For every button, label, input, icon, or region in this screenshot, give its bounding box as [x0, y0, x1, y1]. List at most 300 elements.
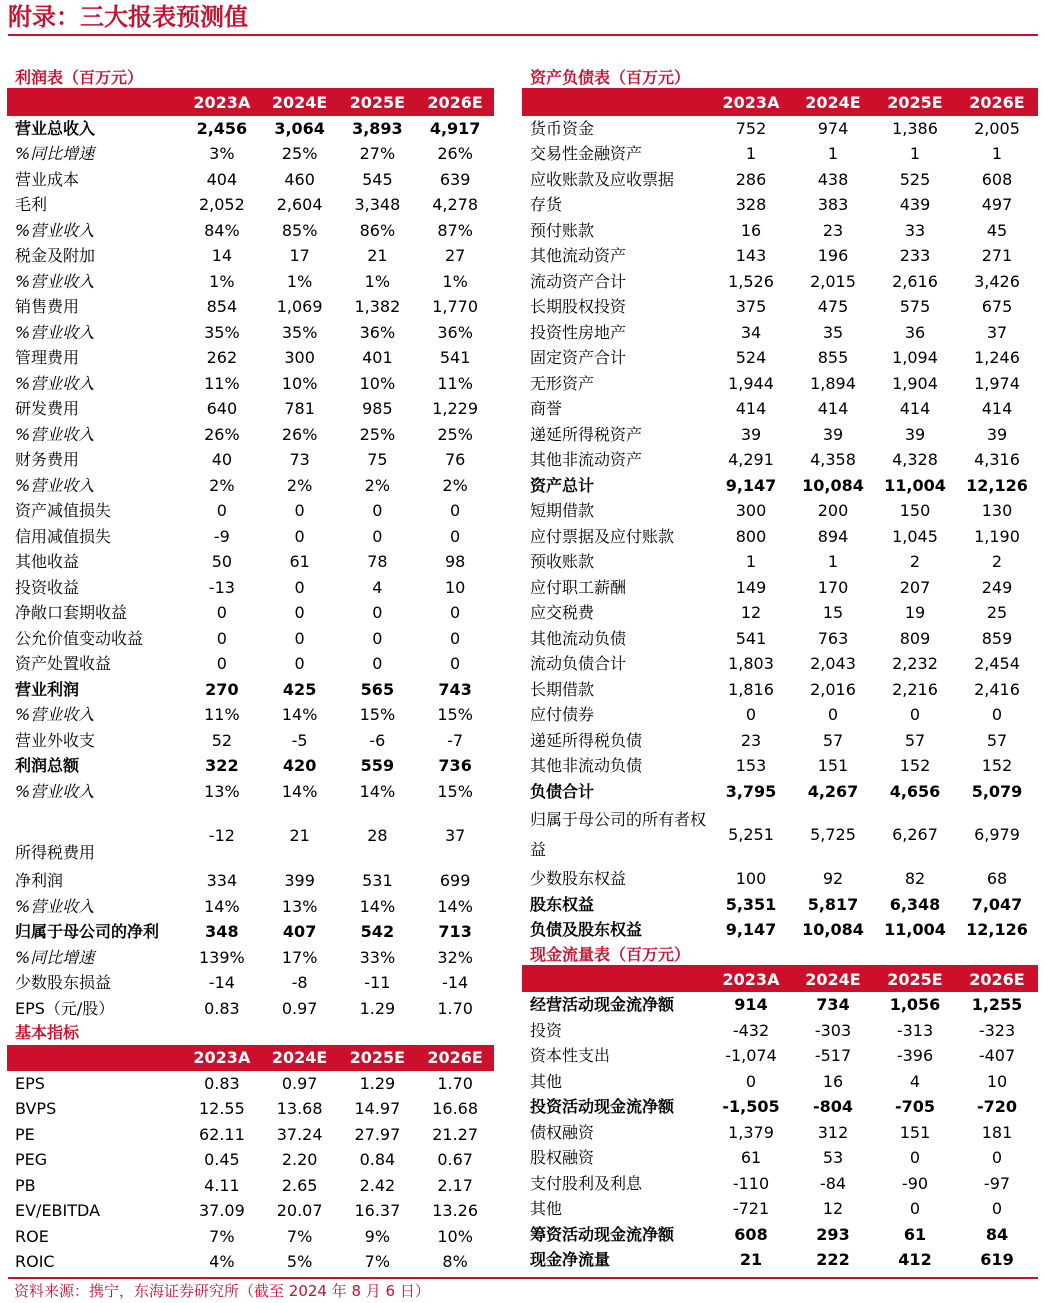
- cell-value: 5,817: [807, 894, 859, 914]
- cell-value: 45: [986, 220, 1008, 240]
- row-label: 净利润: [15, 871, 64, 890]
- table-row: [7, 498, 494, 524]
- cell-value: 1,974: [974, 373, 1020, 393]
- cashflow-statement-title: 现金流量表（百万元）: [522, 943, 1038, 967]
- cell-value: 2.65: [281, 1175, 318, 1195]
- row-label: 流动资产合计: [530, 271, 627, 291]
- table-row: [7, 945, 494, 971]
- row-label: 研发费用: [15, 399, 80, 418]
- cell-value: 151: [817, 756, 849, 775]
- year-header: 2024E: [261, 90, 339, 116]
- table-row: [7, 218, 494, 244]
- table-row: [7, 141, 494, 167]
- cell-value: 39: [904, 424, 926, 444]
- cell-value: 763: [817, 628, 849, 648]
- cell-value: 407: [282, 922, 317, 941]
- row-label: 营业总收入: [15, 118, 96, 138]
- cell-value: -1,074: [725, 1046, 777, 1065]
- cell-value: 0: [745, 705, 757, 724]
- cell-value: 33%: [359, 947, 396, 967]
- cell-value: 974: [817, 118, 849, 138]
- cell-value: 0: [294, 628, 305, 648]
- cell-value: 15%: [437, 781, 473, 801]
- table-row: [7, 1198, 494, 1224]
- cell-value: 10,084: [802, 920, 864, 939]
- cell-value: 8%: [442, 1252, 468, 1271]
- table-row: [7, 422, 494, 448]
- row-label: 投资: [530, 1020, 563, 1040]
- cell-value: 293: [816, 1224, 850, 1244]
- cell-value: 57: [986, 730, 1008, 750]
- year-header: 2023A: [710, 967, 792, 993]
- cell-value: 414: [817, 399, 849, 418]
- cell-value: 414: [899, 399, 931, 418]
- cell-value: 78: [367, 552, 388, 571]
- cell-value: 5,725: [810, 825, 856, 844]
- row-label: 支付股利及利息: [530, 1173, 643, 1193]
- table-row: [7, 549, 494, 575]
- year-header: 2026E: [416, 90, 494, 116]
- table-row: [522, 243, 1038, 269]
- row-label: 应付债券: [530, 705, 595, 724]
- cell-value: 14%: [281, 781, 318, 801]
- cell-value: 1,246: [974, 348, 1020, 367]
- row-label: 其他: [530, 1071, 563, 1091]
- header-blank: [522, 967, 710, 993]
- cell-value: 35%: [281, 322, 318, 342]
- row-label: 筹资活动现金流净额: [530, 1224, 675, 1244]
- cell-value: 196: [817, 246, 849, 265]
- table-row: [7, 702, 494, 728]
- cell-value: 743: [438, 679, 472, 699]
- cell-value: 4,358: [810, 450, 856, 469]
- cell-value: 68: [986, 869, 1008, 888]
- cell-value: 0.67: [437, 1150, 473, 1169]
- row-label: 毛利: [15, 195, 48, 214]
- table-row: [7, 396, 494, 422]
- cell-value: 524: [735, 348, 767, 367]
- row-label: 应付职工薪酬: [530, 577, 627, 597]
- cell-value: 36%: [359, 322, 396, 342]
- header-blank: [522, 90, 710, 116]
- cell-value: 61: [740, 1148, 762, 1167]
- cell-value: 17: [289, 246, 310, 265]
- cell-value: 545: [362, 169, 393, 189]
- cell-value: 13%: [281, 896, 318, 916]
- cell-value: 2,015: [810, 271, 856, 291]
- cell-value: -6: [369, 730, 386, 750]
- table-row: [7, 473, 494, 499]
- cell-value: 84%: [204, 220, 240, 240]
- cell-value: 497: [981, 195, 1013, 214]
- cell-value: 4,316: [974, 450, 1020, 469]
- row-label: 长期借款: [530, 679, 595, 699]
- cell-value: 286: [735, 169, 767, 189]
- cell-value: 61: [289, 552, 310, 571]
- row-label: 负债合计: [530, 781, 595, 801]
- cashflow-statement-table: [522, 967, 1038, 1273]
- cell-value: 0: [450, 654, 461, 673]
- cell-value: 36%: [437, 322, 473, 342]
- table-row: [522, 1069, 1038, 1095]
- row-label: 应收账款及应收票据: [530, 169, 675, 189]
- cell-value: 399: [284, 871, 315, 890]
- row-label: 归属于母公司的净利: [15, 922, 160, 941]
- year-header: 2024E: [792, 90, 874, 116]
- cell-value: 0.97: [281, 1073, 318, 1093]
- cell-value: 37: [444, 826, 466, 845]
- cell-value: 0: [991, 705, 1003, 724]
- cell-value: 2,456: [196, 118, 248, 138]
- cell-value: 541: [439, 348, 471, 367]
- cell-value: 1,382: [354, 297, 401, 316]
- cell-value: 525: [899, 169, 931, 189]
- cell-value: 98: [444, 552, 466, 571]
- header-row: [7, 1045, 494, 1071]
- cell-value: 6,348: [889, 894, 941, 914]
- cell-value: 3,348: [354, 195, 401, 214]
- cell-value: 1.70: [437, 1073, 473, 1093]
- cell-value: 27: [444, 246, 466, 265]
- cell-value: 6,267: [892, 825, 938, 844]
- table-row: [7, 371, 494, 397]
- row-label: 少数股东权益: [530, 869, 627, 888]
- cell-value: 181: [981, 1122, 1013, 1142]
- cell-value: 608: [981, 169, 1013, 189]
- cell-value: 0: [909, 1148, 921, 1167]
- table-row: [7, 728, 494, 754]
- cell-value: 414: [981, 399, 1013, 418]
- cell-value: 37.24: [276, 1124, 323, 1144]
- basic-indicators-table: [7, 1045, 494, 1275]
- cell-value: 262: [206, 348, 238, 367]
- table-row: [522, 728, 1038, 754]
- cell-value: 0: [372, 654, 383, 673]
- cell-value: 809: [899, 628, 931, 648]
- cell-value: 10,084: [802, 475, 864, 495]
- table-row: [522, 294, 1038, 320]
- row-label: 预收账款: [530, 552, 595, 571]
- cell-value: -5: [291, 730, 308, 750]
- cell-value: 13%: [204, 781, 240, 801]
- cell-value: 40: [211, 450, 233, 469]
- row-label: BVPS: [15, 1099, 57, 1118]
- cell-value: 20.07: [276, 1201, 323, 1220]
- cell-value: 222: [816, 1250, 850, 1269]
- row-label: 资产处置收益: [15, 654, 112, 673]
- table-row: [522, 1018, 1038, 1044]
- cell-value: 439: [899, 195, 931, 214]
- cell-value: 9,147: [725, 475, 777, 495]
- cell-value: 92: [822, 869, 844, 888]
- cell-value: 1.70: [437, 998, 473, 1018]
- cell-value: 312: [817, 1122, 849, 1142]
- cell-value: 39: [986, 424, 1008, 444]
- table-row: [7, 753, 494, 779]
- basic-indicators-title: 基本指标: [15, 1023, 80, 1042]
- cell-value: 13.68: [276, 1099, 323, 1118]
- cell-value: 1,386: [892, 118, 938, 138]
- cell-value: 328: [735, 195, 767, 214]
- row-label: 投资性房地产: [530, 322, 627, 342]
- cell-value: 4,328: [892, 450, 938, 469]
- cell-value: 14%: [281, 705, 318, 724]
- cell-value: 249: [981, 577, 1013, 597]
- cell-value: 12.55: [198, 1099, 245, 1118]
- table-row: [522, 651, 1038, 677]
- cell-value: 9%: [364, 1226, 391, 1246]
- income-statement-table: [7, 90, 494, 1021]
- cell-value: 0: [294, 577, 305, 597]
- table-row: [522, 396, 1038, 422]
- cell-value: 2,005: [974, 118, 1020, 138]
- row-label: 流动负债合计: [530, 654, 627, 673]
- balance-sheet-title: 资产负债表（百万元）: [522, 66, 1038, 90]
- row-label: 货币资金: [530, 118, 595, 138]
- cell-value: 27%: [359, 144, 396, 163]
- cell-value: 800: [735, 526, 767, 546]
- table-row: [522, 371, 1038, 397]
- cell-value: 73: [289, 450, 310, 469]
- cell-value: 1,229: [432, 399, 479, 418]
- cell-value: 3,064: [274, 118, 325, 138]
- table-row: [7, 345, 494, 371]
- table-row: [522, 702, 1038, 728]
- cell-value: 713: [438, 922, 472, 941]
- cell-value: 300: [284, 348, 315, 367]
- table-row: [522, 804, 1038, 866]
- balance-sheet-table: [522, 90, 1038, 943]
- cell-value: 139%: [199, 947, 245, 967]
- row-label: 股权融资: [530, 1148, 595, 1167]
- cell-value: 16.68: [432, 1099, 479, 1118]
- row-label: 利润总额: [15, 756, 80, 775]
- row-label: 递延所得税资产: [530, 424, 643, 444]
- table-row: [522, 1094, 1038, 1120]
- cell-value: 35: [822, 322, 844, 342]
- cell-value: 5,251: [728, 825, 774, 844]
- cell-value: 1,190: [974, 526, 1020, 546]
- year-header: 2025E: [874, 90, 956, 116]
- table-row: [522, 167, 1038, 193]
- table-row: [7, 192, 494, 218]
- row-label: 资本性支出: [530, 1046, 611, 1065]
- cell-value: 3,426: [974, 271, 1020, 291]
- table-row: [7, 320, 494, 346]
- table-row: [522, 892, 1038, 918]
- source-note: 资料来源：携宁，东海证券研究所（截至 2024 年 8 月 6 日）: [8, 1277, 1038, 1301]
- cell-value: 12: [740, 603, 762, 622]
- table-row: [7, 970, 494, 996]
- cell-value: 7%: [364, 1252, 391, 1271]
- cell-value: 0: [294, 501, 305, 520]
- cell-value: 26%: [281, 424, 318, 444]
- table-row: [522, 1120, 1038, 1146]
- row-label: %营业收入: [15, 781, 95, 801]
- cell-value: 1,069: [276, 297, 323, 316]
- cell-value: 11%: [204, 373, 240, 393]
- cell-value: 334: [206, 871, 238, 890]
- cell-value: 541: [735, 628, 767, 648]
- row-label: 公允价值变动收益: [15, 628, 144, 648]
- row-label: 营业成本: [15, 169, 80, 189]
- page-title: 附录：三大报表预测值: [8, 0, 1038, 36]
- row-label: 应交税费: [530, 603, 595, 622]
- row-label: %同比增速: [15, 947, 95, 967]
- table-row: [522, 1043, 1038, 1069]
- cell-value: 10%: [437, 1226, 473, 1246]
- cell-value: 53: [822, 1148, 844, 1167]
- table-row: [522, 345, 1038, 371]
- cell-value: 1: [909, 144, 921, 163]
- cell-value: 26%: [204, 424, 240, 444]
- cell-value: 11,004: [884, 920, 946, 939]
- cell-value: 26%: [437, 144, 473, 163]
- table-row: [522, 1196, 1038, 1222]
- cell-value: 0: [372, 628, 383, 648]
- row-label: 固定资产合计: [530, 348, 627, 367]
- cell-value: 36: [904, 322, 926, 342]
- table-row: [7, 116, 494, 142]
- cell-value: 639: [439, 169, 471, 189]
- cell-value: 9,147: [725, 920, 777, 939]
- cell-value: 16.37: [354, 1201, 401, 1220]
- cell-value: 21: [289, 826, 310, 845]
- cell-value: -97: [983, 1173, 1011, 1193]
- cell-value: 27.97: [354, 1124, 401, 1144]
- cell-value: 25%: [359, 424, 396, 444]
- cell-value: 87%: [437, 220, 473, 240]
- cell-value: 675: [981, 297, 1013, 316]
- table-row: [522, 779, 1038, 805]
- cell-value: -7: [447, 730, 464, 750]
- row-label: 短期借款: [530, 501, 595, 520]
- row-label: PB: [15, 1175, 36, 1195]
- right-panel: [522, 66, 1038, 1273]
- row-label: 资产减值损失: [15, 501, 112, 520]
- table-row: [522, 1145, 1038, 1171]
- cell-value: 10%: [359, 373, 396, 393]
- row-label: EPS（元/股）: [15, 998, 115, 1018]
- cell-value: 7,047: [971, 894, 1023, 914]
- cell-value: -721: [732, 1199, 770, 1218]
- table-row: [522, 218, 1038, 244]
- cell-value: 75: [367, 450, 388, 469]
- row-label: 所得税费用: [15, 843, 96, 862]
- year-header: 2023A: [183, 1045, 261, 1071]
- left-panel: [7, 66, 494, 1275]
- row-label: 税金及附加: [15, 246, 96, 265]
- table-row: [7, 996, 494, 1022]
- cell-value: 4%: [209, 1252, 235, 1271]
- cell-value: 5,079: [971, 781, 1023, 801]
- table-row: [522, 320, 1038, 346]
- cell-value: 2.20: [281, 1150, 318, 1169]
- cell-value: 0.97: [281, 998, 318, 1018]
- cell-value: 14.97: [354, 1099, 401, 1118]
- cell-value: 1: [745, 552, 757, 571]
- cell-value: 0: [372, 526, 383, 546]
- cell-value: 153: [735, 756, 767, 775]
- row-label: 投资活动现金流净额: [530, 1097, 675, 1116]
- row-label: %营业收入: [15, 220, 95, 240]
- cell-value: 37.09: [198, 1201, 245, 1220]
- cell-value: 62.11: [198, 1124, 245, 1144]
- row-label: 其他非流动负债: [530, 756, 643, 775]
- table-row: [7, 868, 494, 894]
- row-label: 存货: [530, 195, 563, 214]
- cell-value: 57: [904, 730, 926, 750]
- row-label: %营业收入: [15, 271, 95, 291]
- cell-value: 1.29: [359, 998, 396, 1018]
- cell-value: 82: [904, 869, 926, 888]
- cell-value: 21.27: [432, 1124, 479, 1144]
- cell-value: 10: [444, 577, 466, 597]
- cell-value: 1,056: [889, 995, 941, 1014]
- cell-value: 2: [991, 552, 1003, 571]
- cell-value: 2%: [442, 475, 468, 495]
- cell-value: 17%: [281, 947, 318, 967]
- cell-value: 12,126: [966, 920, 1028, 939]
- cell-value: 271: [981, 246, 1013, 265]
- cell-value: 143: [735, 246, 767, 265]
- table-row: [522, 116, 1038, 142]
- table-row: [522, 600, 1038, 626]
- table-row: [7, 1147, 494, 1173]
- row-label: 少数股东损益: [15, 973, 112, 992]
- cell-value: 14%: [359, 896, 396, 916]
- cell-value: 11%: [204, 705, 240, 724]
- cell-value: 11%: [437, 373, 473, 393]
- table-row: [7, 243, 494, 269]
- cell-value: 11,004: [884, 475, 946, 495]
- table-row: [7, 1122, 494, 1148]
- cell-value: -720: [976, 1097, 1018, 1116]
- row-label: %同比增速: [15, 144, 95, 163]
- cell-value: 383: [817, 195, 849, 214]
- table-row: [522, 524, 1038, 550]
- cell-value: -1,505: [722, 1097, 780, 1116]
- cell-value: -9: [213, 526, 230, 546]
- cell-value: 699: [439, 871, 471, 890]
- table-row: [7, 269, 494, 295]
- cell-value: 39: [740, 424, 762, 444]
- table-row: [7, 894, 494, 920]
- cell-value: 10: [986, 1071, 1008, 1091]
- cell-value: 565: [360, 679, 395, 699]
- cell-value: 3%: [209, 144, 235, 163]
- year-header: 2025E: [874, 967, 956, 993]
- cell-value: 37: [986, 322, 1008, 342]
- table-row: [7, 1096, 494, 1122]
- cell-value: 559: [360, 756, 395, 775]
- cell-value: 4,917: [429, 118, 481, 138]
- cell-value: -84: [819, 1173, 847, 1193]
- cell-value: 12: [822, 1199, 844, 1218]
- table-row: [7, 651, 494, 677]
- cell-value: 6,979: [974, 825, 1020, 844]
- header-row: [522, 967, 1038, 993]
- cell-value: 2.42: [359, 1175, 396, 1195]
- year-header: 2023A: [183, 90, 261, 116]
- cell-value: -804: [812, 1097, 854, 1116]
- cell-value: 1: [827, 144, 839, 163]
- year-header: 2023A: [710, 90, 792, 116]
- cell-value: 1,770: [432, 297, 479, 316]
- cell-value: 4: [909, 1071, 921, 1091]
- cell-value: -13: [208, 577, 235, 597]
- cell-value: 736: [438, 756, 472, 775]
